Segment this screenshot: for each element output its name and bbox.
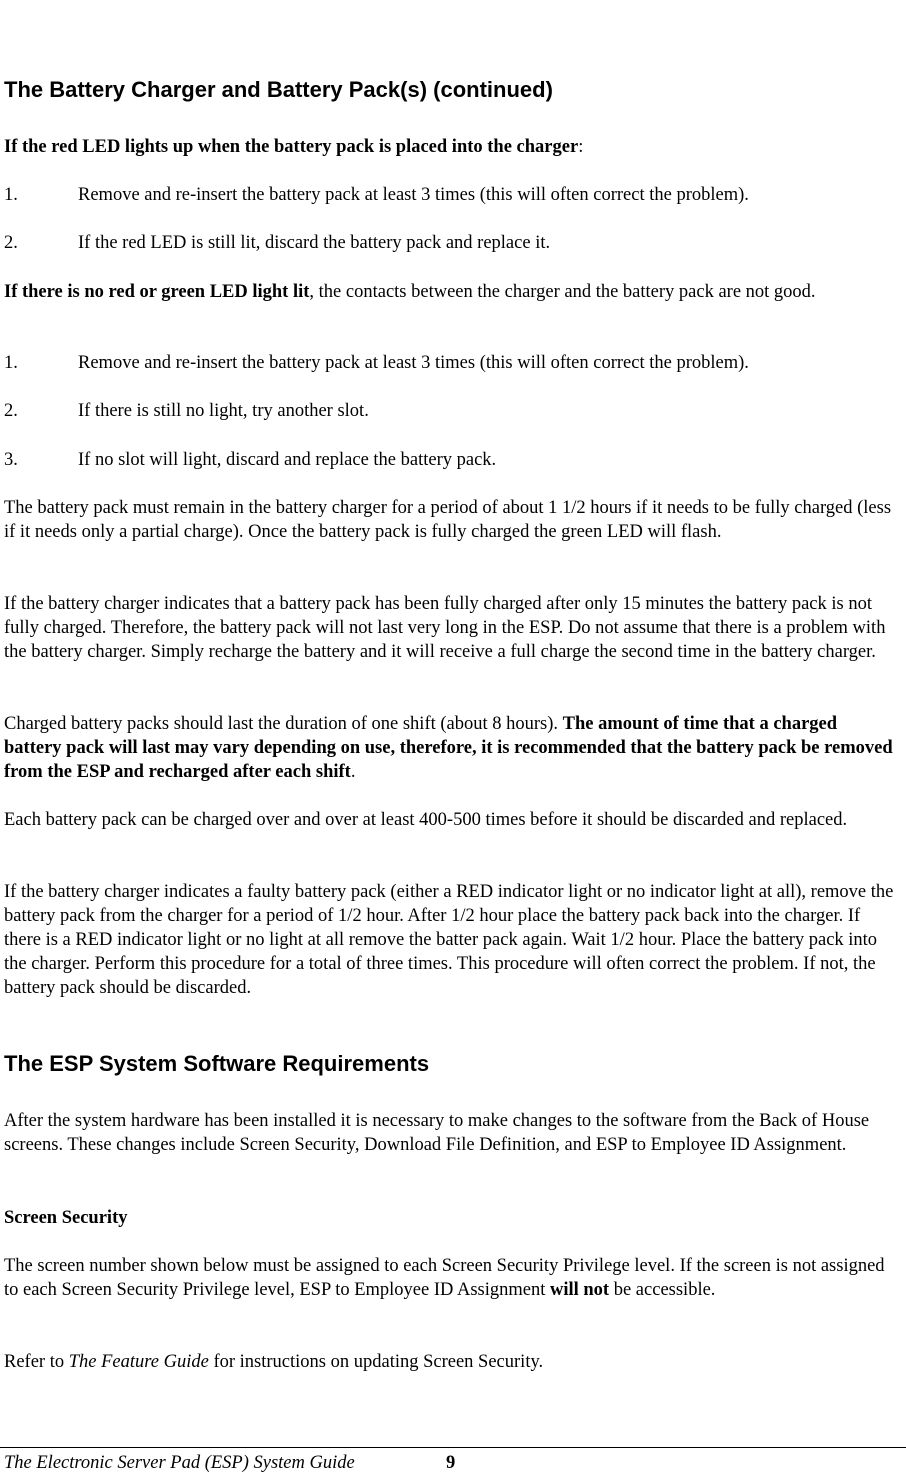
list-item-number: 1. bbox=[4, 185, 18, 205]
refer-plain: Refer to bbox=[4, 1352, 69, 1372]
subheading-text: Screen Security bbox=[4, 1208, 128, 1228]
paragraph-faulty: If the battery charger indicates a faulty battery pack (either a RED indicator light or no indicator light at all), remove the battery pack from the charger for a period of 1/2 hour. After 1/2 hour place the battery pack back into the charger. If there is a RED indicator light or no light at all remove the batter pack again. Wait 1/2 hour. Place the battery pack into the charger. Perform this procedure for a total of three times. This procedure will often correct the problem. If not, the battery pack should be discarded. bbox=[4, 882, 894, 998]
paragraph-software-intro: After the system hardware has been installed it is necessary to make changes to the software from the Back of House screens. These changes include Screen Security, Download File Definition, and ESP to Employee ID Assignment. bbox=[4, 1111, 870, 1155]
list-item-number: 2. bbox=[4, 233, 18, 253]
shift-end: . bbox=[350, 762, 356, 782]
list-item-text: Remove and re-insert the battery pack at least 3 times (this will often correct the problem). bbox=[78, 185, 749, 205]
security-plain: The screen number shown below must be assigned to each Screen Security Privilege level. If the screen is not assigned to each Screen Security Privilege level, ESP to Employee ID Assignment bbox=[4, 1256, 885, 1300]
page-number: 9 bbox=[446, 1453, 456, 1473]
paragraph-15-minutes: If the battery charger indicates that a battery pack has been fully charged after only 15 minutes the battery pack is not fully charged. Therefore, the battery pack will not last very long in the ESP. Do not assume that there is a problem with the battery charger. Simply recharge the battery and it will receive a full charge the second time in the battery charger. bbox=[4, 594, 886, 662]
paragraph-refer bbox=[4, 1350, 898, 1374]
security-end: be accessible. bbox=[609, 1280, 716, 1300]
list-item-number: 3. bbox=[4, 450, 18, 470]
footer-rule bbox=[0, 1447, 906, 1448]
list-item-text: If the red LED is still lit, discard the battery pack and replace it. bbox=[78, 233, 551, 253]
red-led-lead bbox=[4, 135, 898, 159]
list-item-text: Remove and re-insert the battery pack at least 3 times (this will often correct the problem). bbox=[78, 353, 749, 373]
red-led-lead-bold: If the red LED lights up when the battery pack is placed into the charger bbox=[4, 137, 579, 157]
paragraph-screen-security bbox=[4, 1254, 898, 1302]
red-led-lead-rest: : bbox=[578, 137, 584, 157]
list-item-number: 1. bbox=[4, 353, 18, 373]
paragraph-shift bbox=[4, 712, 898, 784]
paragraph-cycles: Each battery pack can be charged over and over at least 400-500 times before it should be discarded and replaced. bbox=[4, 810, 848, 830]
no-led-lead-rest: , the contacts between the charger and the battery pack are not good. bbox=[309, 282, 816, 302]
list-item-number: 2. bbox=[4, 401, 18, 421]
refer-italic: The Feature Guide bbox=[68, 1352, 209, 1372]
section-heading-software: The ESP System Software Requirements bbox=[4, 1051, 430, 1076]
paragraph-charge-time: The battery pack must remain in the battery charger for a period of about 1 1/2 hours if it needs to be fully charged (less if it needs only a partial charge). Once the battery pack is fully charged the green LED will flash. bbox=[4, 498, 892, 542]
security-bold: will not bbox=[549, 1280, 610, 1300]
shift-bold: The amount of time that a charged battery pack will last may vary depending on use, therefore, it is recommended that the battery pack be removed from the ESP and recharged after each shift bbox=[4, 714, 893, 782]
refer-end: for instructions on updating Screen Security. bbox=[208, 1352, 544, 1372]
shift-plain: Charged battery packs should last the duration of one shift (about 8 hours). bbox=[4, 714, 563, 734]
no-led-lead-bold: If there is no red or green LED light lit bbox=[4, 282, 310, 302]
no-led-lead bbox=[4, 280, 898, 304]
subheading-screen-security bbox=[4, 1206, 898, 1230]
section-heading-battery: The Battery Charger and Battery Pack(s) (continued) bbox=[4, 77, 553, 102]
list-item-text: If no slot will light, discard and replace the battery pack. bbox=[78, 450, 497, 470]
footer-title: The Electronic Server Pad (ESP) System Guide bbox=[4, 1453, 355, 1473]
list-item-text: If there is still no light, try another slot. bbox=[78, 401, 369, 421]
